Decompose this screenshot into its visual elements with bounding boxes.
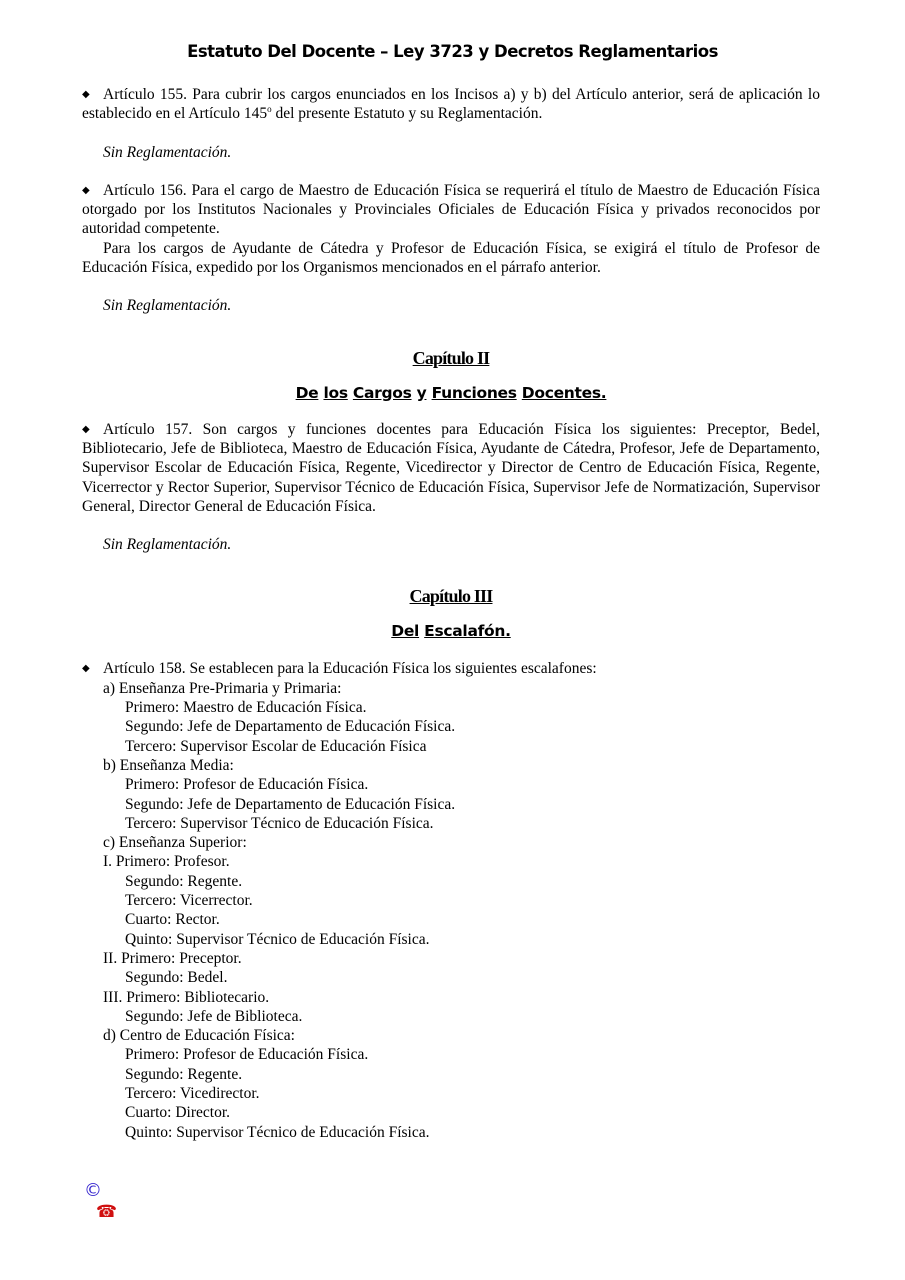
article-157-text: Artículo 157. Son cargos y funciones docentes para Educación Física los siguientes: Preceptor, Bedel, Bibliotecario, Jefe de Biblioteca, Maestro de Educación Física, Ayudante de Cátedra, Profesor, Jefe de Departamento, Supervisor Escolar de Educación Física, Regente, Vicedirector y Director de Centro de Educación Física, Regente, Vicerrector y Rector Superior, Supervisor Técnico de Educación Física, Supervisor Jefe de Normatización, Supervisor General, Director General de Educación Física. <box>82 420 820 515</box>
copyright-icon: © <box>84 1180 102 1201</box>
telephone-icon: ☎ <box>96 1202 118 1222</box>
article-158 <box>82 659 820 678</box>
chapter-3-title: Capítulo III <box>409 586 493 607</box>
list-item: Segundo: Regente. <box>125 872 243 890</box>
list-item: Segundo: Jefe de Biblioteca. <box>125 1007 303 1025</box>
list-item: Segundo: Jefe de Departamento de Educación Física. <box>125 718 456 736</box>
section-word: Del <box>391 622 420 641</box>
section-word: Cargos <box>352 383 412 402</box>
list-item: c) Enseñanza Superior: <box>103 834 247 852</box>
list-item: Tercero: Supervisor Técnico de Educación Física. <box>125 814 434 832</box>
bullet-diamond-icon: ◆ <box>82 423 90 435</box>
list-item: Tercero: Vicerrector. <box>125 892 253 910</box>
list-item: Tercero: Supervisor Escolar de Educación Física <box>125 737 427 755</box>
article-157 <box>82 420 820 516</box>
running-header: Estatuto Del Docente – Ley 3723 y Decretos Reglamentarios <box>187 42 718 61</box>
article-156 <box>82 181 820 239</box>
bullet-diamond-icon: ◆ <box>82 184 90 196</box>
section-word: De <box>295 383 319 402</box>
article-155-superscript: o <box>267 104 272 115</box>
list-item: II. Primero: Preceptor. <box>103 949 242 967</box>
section-word: Funciones <box>431 383 517 402</box>
article-155 <box>82 85 820 124</box>
chapter-2-title: Capítulo II <box>412 347 490 368</box>
section-word: Escalafón. <box>424 622 511 641</box>
escalafon-list <box>82 679 820 1142</box>
list-item: Tercero: Vicedirector. <box>125 1084 260 1102</box>
list-item: Segundo: Bedel. <box>125 969 228 987</box>
list-item: I. Primero: Profesor. <box>103 853 230 871</box>
article-156-regulation: Sin Reglamentación. <box>103 297 232 315</box>
article-156-text: Artículo 156. Para el cargo de Maestro de Educación Física se requerirá el título de Maestro de Educación Física otorgado por los Institutos Nacionales y Provinciales Oficiales de Educación Física y privados reconocidos por autoridad competente. <box>82 181 820 238</box>
list-item: Cuarto: Rector. <box>125 911 220 929</box>
article-155-regulation: Sin Reglamentación. <box>103 143 232 161</box>
list-item: Quinto: Supervisor Técnico de Educación Física. <box>125 1123 430 1141</box>
list-item: Primero: Profesor de Educación Física. <box>125 776 369 794</box>
section-word: los <box>323 383 348 402</box>
list-item: Cuarto: Director. <box>125 1104 231 1122</box>
chapter-3-section-title <box>82 622 820 644</box>
page-content <box>82 85 820 1142</box>
article-155-text-after: del presente Estatuto y su Reglamentación. <box>271 105 543 123</box>
article-158-text: Artículo 158. Se establecen para la Educación Física los siguientes escalafones: <box>103 660 597 678</box>
article-156-paragraph-2: Para los cargos de Ayudante de Cátedra y Profesor de Educación Física, se exigirá el título de Profesor de Educación Física, expedido por los Organismos mencionados en el párrafo anterior. <box>82 239 820 277</box>
list-item: Primero: Profesor de Educación Física. <box>125 1046 369 1064</box>
list-item: Segundo: Jefe de Departamento de Educación Física. <box>125 795 456 813</box>
section-word: Docentes. <box>521 383 607 402</box>
list-item: Segundo: Regente. <box>125 1065 243 1083</box>
bullet-diamond-icon: ◆ <box>82 89 90 100</box>
article-157-regulation: Sin Reglamentación. <box>103 536 232 554</box>
list-item: a) Enseñanza Pre-Primaria y Primaria: <box>103 679 342 697</box>
list-item: b) Enseñanza Media: <box>103 756 234 774</box>
footer-icons <box>84 1180 124 1222</box>
list-item: Primero: Maestro de Educación Física. <box>125 699 367 717</box>
list-item: Quinto: Supervisor Técnico de Educación Física. <box>125 930 430 948</box>
section-word: y <box>416 383 427 402</box>
chapter-2-section-title <box>82 384 820 406</box>
bullet-diamond-icon: ◆ <box>82 663 90 675</box>
list-item: III. Primero: Bibliotecario. <box>103 988 270 1006</box>
list-item: d) Centro de Educación Física: <box>103 1027 295 1045</box>
article-155-text: Artículo 155. Para cubrir los cargos enunciados en los Incisos a) y b) del Artículo anterior, será de aplicación lo establecido en el Artículo 145 <box>82 86 820 123</box>
